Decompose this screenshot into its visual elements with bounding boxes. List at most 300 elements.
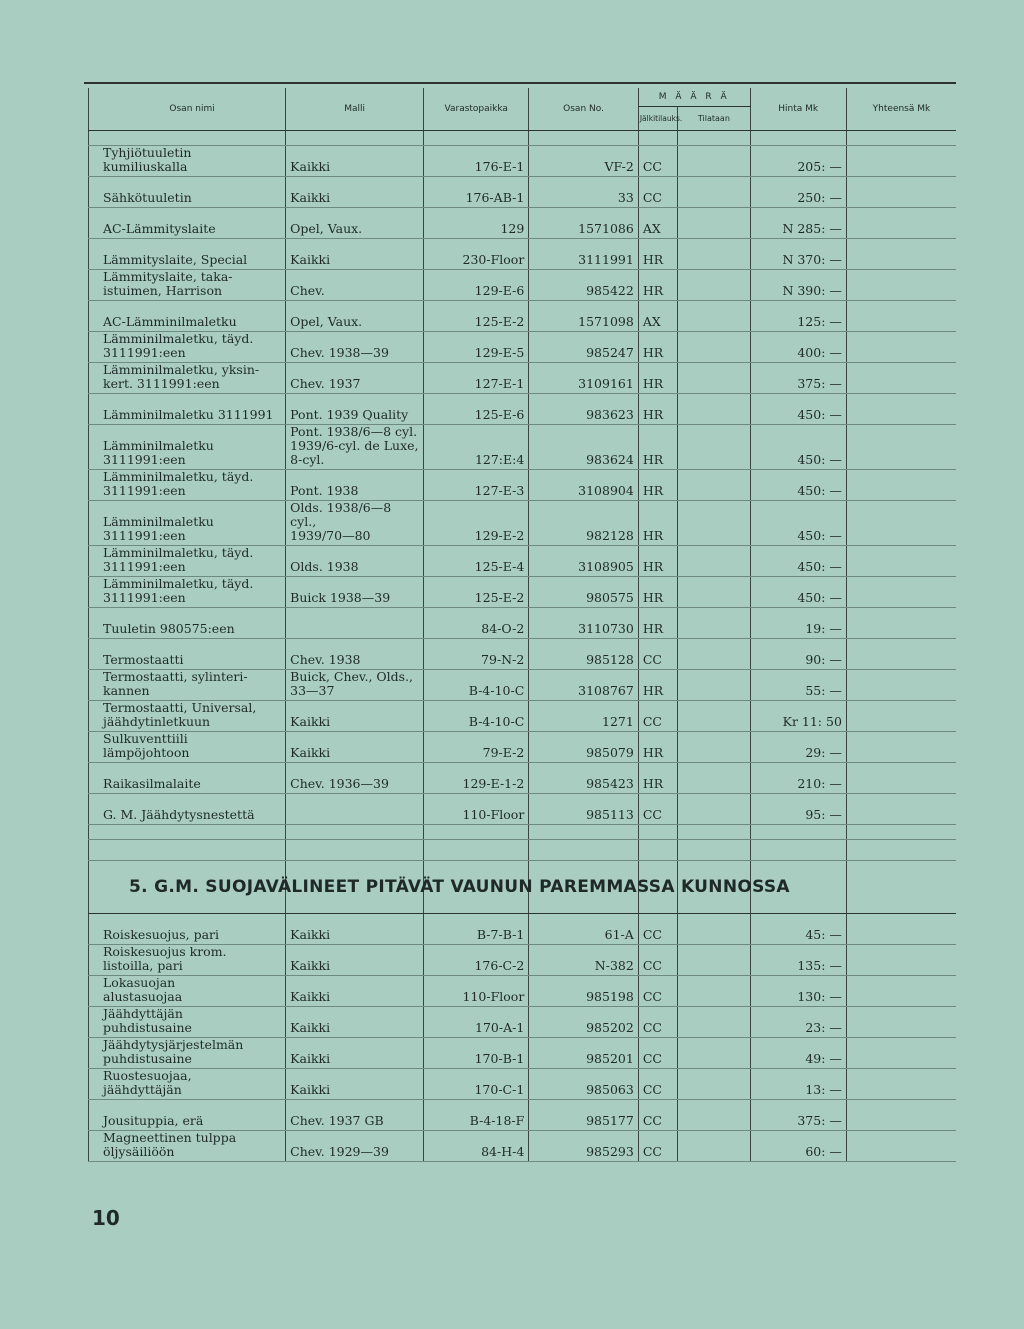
total-cell (846, 546, 956, 577)
model-cell (286, 146, 424, 177)
model-cell (286, 332, 424, 363)
order-cell (678, 1038, 750, 1069)
cell-line: 1939/6-cyl. de Luxe, (290, 438, 419, 453)
total-cell (846, 1007, 956, 1038)
total-cell (846, 577, 956, 608)
header-part-number: Osan No. (529, 88, 639, 131)
cell-line: Opel, Vaux. (290, 314, 363, 329)
cell-line: Pont. 1939 Quality (290, 407, 409, 422)
part-name-cell (89, 1007, 286, 1038)
location-cell: 125-E-6 (424, 394, 529, 425)
cell-line: Chev. (290, 283, 325, 298)
code-cell: CC (638, 794, 677, 825)
table-row (89, 794, 957, 825)
cell-line: Jäähdytysjärjestelmän (103, 1037, 244, 1052)
cell-line: Termostaatti (103, 652, 184, 667)
price-cell: N 285: — (750, 208, 846, 239)
part-number-cell: 1571086 (529, 208, 639, 239)
cell-line: jäähdytinletkuun (103, 714, 211, 729)
cell-line: Pont. 1938 (290, 483, 359, 498)
order-cell (678, 470, 750, 501)
cell-line: Lämminilmaletku, täyd. (103, 576, 254, 591)
part-name-cell (89, 914, 286, 945)
table-row (89, 546, 957, 577)
table-row (89, 301, 957, 332)
cell-line: Lämminilmaletku (103, 514, 214, 529)
part-number-cell: 1571098 (529, 301, 639, 332)
cell-line: Lämminilmaletku, täyd. (103, 469, 254, 484)
section-5 (89, 825, 957, 914)
model-cell (286, 270, 424, 301)
part-name-cell (89, 546, 286, 577)
part-number-cell: 985201 (529, 1038, 639, 1069)
cell-line: lämpöjohtoon (103, 745, 190, 760)
table-row (89, 270, 957, 301)
part-name-cell (89, 1100, 286, 1131)
price-cell: 60: — (750, 1131, 846, 1162)
order-cell (678, 1100, 750, 1131)
code-cell: HR (638, 363, 677, 394)
price-cell: 450: — (750, 425, 846, 470)
parts-rows (89, 131, 957, 825)
header-part-name: Osan nimi (89, 88, 286, 131)
order-cell (678, 501, 750, 546)
model-cell (286, 301, 424, 332)
location-cell: 110-Floor (424, 976, 529, 1007)
part-number-cell: 985422 (529, 270, 639, 301)
cell-line: Opel, Vaux. (290, 221, 363, 236)
part-name-cell (89, 208, 286, 239)
cell-line: 3111991:een (103, 590, 186, 605)
order-cell (678, 639, 750, 670)
spacer-row (89, 825, 957, 840)
model-cell (286, 794, 424, 825)
cell-line: Kaikki (290, 190, 331, 205)
header-price: Hinta Mk (750, 88, 846, 131)
part-number-cell: N-382 (529, 945, 639, 976)
order-cell (678, 177, 750, 208)
part-name-cell (89, 701, 286, 732)
cell-line: 1939/70—80 (290, 528, 371, 543)
part-name-cell (89, 177, 286, 208)
model-cell (286, 546, 424, 577)
cell-line: Termostaatti, sylinteri- (103, 669, 248, 684)
cell-line: kannen (103, 683, 150, 698)
total-cell (846, 239, 956, 270)
part-number-cell: 3108904 (529, 470, 639, 501)
model-cell (286, 732, 424, 763)
table-row (89, 363, 957, 394)
total-cell (846, 945, 956, 976)
location-cell: 110-Floor (424, 794, 529, 825)
table-row (89, 425, 957, 470)
model-cell (286, 608, 424, 639)
location-cell: B-4-10-C (424, 670, 529, 701)
cell-line: Magneettinen tulppa (103, 1130, 237, 1145)
code-cell: HR (638, 608, 677, 639)
location-cell: 127:E:4 (424, 425, 529, 470)
part-name-cell (89, 301, 286, 332)
part-name-cell (89, 363, 286, 394)
code-cell: HR (638, 501, 677, 546)
cell-line: AC-Lämminilmaletku (103, 314, 237, 329)
cell-line: 3111991:een (103, 483, 186, 498)
cell-line: 3111991:een (103, 345, 186, 360)
top-rule (84, 82, 956, 84)
cell-line: Raikasilmalaite (103, 776, 201, 791)
part-name-cell (89, 639, 286, 670)
model-cell (286, 177, 424, 208)
price-cell: 55: — (750, 670, 846, 701)
cell-line: alustasuojaa (103, 989, 183, 1004)
cell-line: Kaikki (290, 1020, 331, 1035)
model-cell (286, 394, 424, 425)
code-cell: HR (638, 332, 677, 363)
model-cell (286, 363, 424, 394)
order-cell (678, 577, 750, 608)
part-name-cell (89, 670, 286, 701)
total-cell (846, 470, 956, 501)
part-name-cell (89, 577, 286, 608)
model-cell (286, 945, 424, 976)
total-cell (846, 914, 956, 945)
table-row (89, 945, 957, 976)
code-cell: CC (638, 914, 677, 945)
part-name-cell (89, 608, 286, 639)
header-order: Tilataan (678, 107, 750, 131)
spacer-row (89, 840, 957, 861)
order-cell (678, 608, 750, 639)
model-cell (286, 914, 424, 945)
cell-line: Jousituppia, erä (103, 1113, 204, 1128)
section-heading: 5. G.M. SUOJAVÄLINEET PITÄVÄT VAUNUN PAREMMASSA KUNNOSSA (89, 861, 286, 914)
table-row (89, 146, 957, 177)
order-cell (678, 146, 750, 177)
price-cell: Kr 11: 50 (750, 701, 846, 732)
code-cell: HR (638, 239, 677, 270)
part-name-cell (89, 976, 286, 1007)
cell-line: puhdistusaine (103, 1051, 192, 1066)
cell-line: Olds. 1938/6—8 cyl., (290, 500, 392, 529)
total-cell (846, 608, 956, 639)
part-number-cell: 61-A (529, 914, 639, 945)
total-cell (846, 639, 956, 670)
model-cell (286, 1131, 424, 1162)
part-number-cell: 985079 (529, 732, 639, 763)
part-number-cell: 3109161 (529, 363, 639, 394)
cell-line: Sulkuventtiili (103, 731, 188, 746)
location-cell: 129-E-5 (424, 332, 529, 363)
total-cell (846, 1069, 956, 1100)
price-cell: 29: — (750, 732, 846, 763)
table-row (89, 914, 957, 945)
total-cell (846, 332, 956, 363)
order-cell (678, 763, 750, 794)
cell-line: Kaikki (290, 714, 331, 729)
price-cell: 49: — (750, 1038, 846, 1069)
part-name-cell (89, 270, 286, 301)
part-name-cell (89, 1131, 286, 1162)
part-number-cell: 985202 (529, 1007, 639, 1038)
section-heading-row (89, 861, 957, 914)
part-number-cell: VF-2 (529, 146, 639, 177)
location-cell: 129-E-6 (424, 270, 529, 301)
cell-line: Lokasuojan (103, 975, 176, 990)
total-cell (846, 732, 956, 763)
cell-line: 3111991:een (103, 452, 186, 467)
header-quantity-label: M Ä Ä R Ä (658, 92, 730, 103)
order-cell (678, 332, 750, 363)
price-cell: 450: — (750, 470, 846, 501)
table-row (89, 1069, 957, 1100)
model-cell (286, 1038, 424, 1069)
code-cell: HR (638, 577, 677, 608)
part-number-cell: 985063 (529, 1069, 639, 1100)
total-cell (846, 270, 956, 301)
part-number-cell: 33 (529, 177, 639, 208)
part-number-cell: 980575 (529, 577, 639, 608)
location-cell: 84-O-2 (424, 608, 529, 639)
total-cell (846, 1100, 956, 1131)
cell-line: Kaikki (290, 159, 331, 174)
location-cell: 176-C-2 (424, 945, 529, 976)
price-cell: 210: — (750, 763, 846, 794)
part-number-cell: 3108767 (529, 670, 639, 701)
table-row (89, 394, 957, 425)
model-cell (286, 701, 424, 732)
cell-line: AC-Lämmityslaite (103, 221, 216, 236)
cell-line: Lämminilmaletku, yksin- (103, 362, 260, 377)
total-cell (846, 208, 956, 239)
part-number-cell: 985423 (529, 763, 639, 794)
total-cell (846, 976, 956, 1007)
table-row (89, 701, 957, 732)
cell-line: Sähkötuuletin (103, 190, 192, 205)
location-cell: 170-C-1 (424, 1069, 529, 1100)
cell-line: Chev. 1936—39 (290, 776, 389, 791)
location-cell: 129-E-1-2 (424, 763, 529, 794)
order-cell (678, 914, 750, 945)
location-cell: 176-AB-1 (424, 177, 529, 208)
cell-line: Kaikki (290, 252, 331, 267)
cell-line: Tuuletin 980575:een (103, 621, 235, 636)
model-cell (286, 976, 424, 1007)
cell-line: Buick 1938—39 (290, 590, 391, 605)
model-cell (286, 501, 424, 546)
cell-line: Kaikki (290, 927, 331, 942)
cell-line: Chev. 1929—39 (290, 1144, 389, 1159)
header-location: Varastopaikka (424, 88, 529, 131)
cell-line: Kaikki (290, 989, 331, 1004)
table-row (89, 239, 957, 270)
cell-line: listoilla, pari (103, 958, 183, 973)
table-row (89, 976, 957, 1007)
order-cell (678, 208, 750, 239)
table-row (89, 608, 957, 639)
price-cell: 205: — (750, 146, 846, 177)
cell-line: Roiskesuojus krom. (103, 944, 227, 959)
part-number-cell: 3110730 (529, 608, 639, 639)
code-cell: HR (638, 270, 677, 301)
cell-line: Lämminilmaletku 3111991 (103, 407, 274, 422)
part-number-cell: 983623 (529, 394, 639, 425)
total-cell (846, 501, 956, 546)
part-name-cell (89, 794, 286, 825)
table-row (89, 1038, 957, 1069)
location-cell: 129-E-2 (424, 501, 529, 546)
total-cell (846, 177, 956, 208)
price-cell: N 370: — (750, 239, 846, 270)
cell-line: 3111991:een (103, 528, 186, 543)
order-cell (678, 301, 750, 332)
cell-line: Kaikki (290, 1051, 331, 1066)
location-cell: 125-E-2 (424, 577, 529, 608)
code-cell: CC (638, 1069, 677, 1100)
cell-line: Tyhjiötuuletin (103, 145, 192, 160)
total-cell (846, 363, 956, 394)
total-cell (846, 301, 956, 332)
order-cell (678, 732, 750, 763)
model-cell (286, 1100, 424, 1131)
code-cell: CC (638, 976, 677, 1007)
total-cell (846, 794, 956, 825)
table-row (89, 470, 957, 501)
cell-line: Roiskesuojus, pari (103, 927, 220, 942)
price-cell: 45: — (750, 914, 846, 945)
cell-line: 33—37 (290, 683, 335, 698)
header-total: Yhteensä Mk (846, 88, 956, 131)
price-cell: 13: — (750, 1069, 846, 1100)
total-cell (846, 1038, 956, 1069)
price-cell: 135: — (750, 945, 846, 976)
price-cell: 125: — (750, 301, 846, 332)
cell-line: Chev. 1938 (290, 652, 361, 667)
model-cell (286, 208, 424, 239)
spacer-row (89, 131, 957, 146)
location-cell: 127-E-3 (424, 470, 529, 501)
order-cell (678, 945, 750, 976)
cell-line: Kaikki (290, 1082, 331, 1097)
part-name-cell (89, 501, 286, 546)
code-cell: HR (638, 394, 677, 425)
total-cell (846, 1131, 956, 1162)
part-name-cell (89, 332, 286, 363)
code-cell: CC (638, 146, 677, 177)
table-row (89, 577, 957, 608)
code-cell: HR (638, 425, 677, 470)
part-name-cell (89, 470, 286, 501)
part-number-cell: 982128 (529, 501, 639, 546)
code-cell: CC (638, 945, 677, 976)
code-cell: CC (638, 1100, 677, 1131)
part-name-cell (89, 425, 286, 470)
cell-line: Ruostesuojaa, (103, 1068, 192, 1083)
table-row (89, 1131, 957, 1162)
location-cell: 230-Floor (424, 239, 529, 270)
model-cell (286, 670, 424, 701)
price-cell: 19: — (750, 608, 846, 639)
location-cell: 84-H-4 (424, 1131, 529, 1162)
price-cell: 95: — (750, 794, 846, 825)
order-cell (678, 670, 750, 701)
part-name-cell (89, 146, 286, 177)
model-cell (286, 1069, 424, 1100)
price-cell: 450: — (750, 501, 846, 546)
table-row (89, 1100, 957, 1131)
part-name-cell (89, 239, 286, 270)
location-cell: 127-E-1 (424, 363, 529, 394)
cell-line: Termostaatti, Universal, (103, 700, 257, 715)
order-cell (678, 794, 750, 825)
part-number-cell: 985198 (529, 976, 639, 1007)
cell-line: Chev. 1938—39 (290, 345, 389, 360)
part-number-cell: 985128 (529, 639, 639, 670)
table-row (89, 639, 957, 670)
part-name-cell (89, 945, 286, 976)
order-cell (678, 1007, 750, 1038)
cell-line: 8-cyl. (290, 452, 325, 467)
cell-line: öljysäiliöön (103, 1144, 175, 1159)
header-model: Malli (286, 88, 424, 131)
part-name-cell (89, 1069, 286, 1100)
order-cell (678, 546, 750, 577)
table-row (89, 670, 957, 701)
table-row (89, 1007, 957, 1038)
location-cell: B-7-B-1 (424, 914, 529, 945)
order-cell (678, 976, 750, 1007)
part-number-cell: 3111991 (529, 239, 639, 270)
cell-line: Lämminilmaletku, täyd. (103, 331, 254, 346)
part-name-cell (89, 394, 286, 425)
cell-line: jäähdyttäjän (103, 1082, 182, 1097)
code-cell: HR (638, 546, 677, 577)
parts-price-table (88, 88, 956, 1162)
code-cell: CC (638, 177, 677, 208)
cell-line: G. M. Jäähdytysnestettä (103, 807, 255, 822)
header-quantity (638, 88, 750, 107)
total-cell (846, 146, 956, 177)
location-cell: 125-E-2 (424, 301, 529, 332)
model-cell (286, 239, 424, 270)
table-row (89, 763, 957, 794)
total-cell (846, 670, 956, 701)
price-cell: 450: — (750, 394, 846, 425)
order-cell (678, 239, 750, 270)
part-name-cell (89, 763, 286, 794)
total-cell (846, 425, 956, 470)
part-number-cell: 3108905 (529, 546, 639, 577)
cell-line: Chev. 1937 GB (290, 1113, 384, 1128)
model-cell (286, 425, 424, 470)
price-cell: 130: — (750, 976, 846, 1007)
model-cell (286, 639, 424, 670)
cell-line: Lämmityslaite, Special (103, 252, 248, 267)
location-cell: 170-A-1 (424, 1007, 529, 1038)
location-cell: 176-E-1 (424, 146, 529, 177)
total-cell (846, 701, 956, 732)
part-name-cell (89, 1038, 286, 1069)
price-cell: 400: — (750, 332, 846, 363)
total-cell (846, 763, 956, 794)
cell-line: Olds. 1938 (290, 559, 359, 574)
order-cell (678, 270, 750, 301)
order-cell (678, 1069, 750, 1100)
price-cell: 450: — (750, 577, 846, 608)
cell-line: Buick, Chev., Olds., (290, 669, 414, 684)
cell-line: Jäähdyttäjän (103, 1006, 183, 1021)
price-cell: 250: — (750, 177, 846, 208)
cell-line: kumiliuskalla (103, 159, 188, 174)
